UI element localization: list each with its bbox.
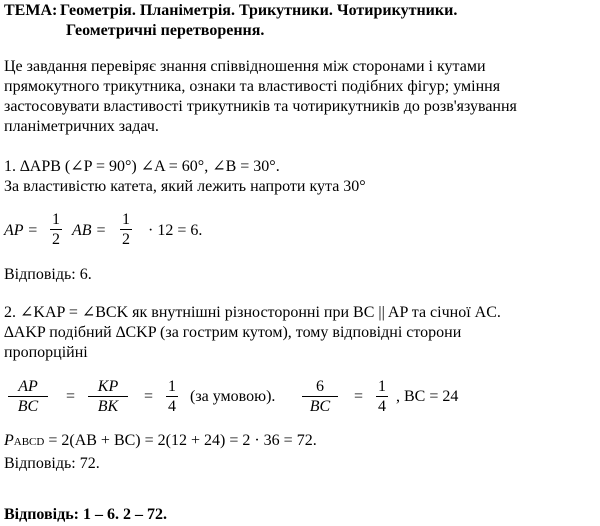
task1-formula-tail: · 12 = 6. bbox=[148, 222, 203, 239]
task2-perimeter bbox=[4, 432, 317, 450]
task2-equals-1: = bbox=[66, 388, 76, 405]
task1-reasoning: За властивістю катета, який лежить напроти кута 30° bbox=[4, 178, 366, 195]
fraction-numerator: AP bbox=[18, 378, 38, 395]
task1-fraction-2 bbox=[120, 211, 132, 250]
fraction-denominator: 4 bbox=[168, 398, 176, 415]
task2-line-1: 2. ∠KAP = ∠BCK як внутнішні різносторонні при BC || AP та січної AC. bbox=[4, 304, 501, 321]
fraction-numerator: 1 bbox=[168, 378, 176, 395]
topic-label: ТЕМА: bbox=[4, 2, 58, 19]
task2-equals-2: = bbox=[144, 388, 154, 405]
fraction-numerator: KP bbox=[97, 378, 119, 395]
task1-statement: 1. ∆APB (∠P = 90°) ∠A = 60°, ∠B = 30°. bbox=[4, 158, 280, 175]
perimeter-expression: = 2(AB + BC) = 2(12 + 24) = 2 · 36 = 72. bbox=[44, 432, 317, 449]
topic-title-line1: Геометрія. Планіметрія. Трикутники. Чотирикутники. bbox=[60, 2, 458, 19]
fraction-numerator: 1 bbox=[52, 211, 60, 228]
task2-fraction-6-bc bbox=[302, 378, 338, 417]
final-answer: Відповідь: 1 – 6. 2 – 72. bbox=[4, 506, 167, 523]
task2-line-3: пропорційні bbox=[4, 344, 88, 361]
intro-line-3: застосовувати властивості трикутників та чотирикутників до розв'язування bbox=[4, 98, 517, 115]
task1-answer: Відповідь: 6. bbox=[4, 266, 92, 283]
topic-title-line2: Геометричні перетворення. bbox=[66, 22, 265, 39]
task2-fraction-kp-bk bbox=[88, 378, 128, 417]
intro-line-4: планіметричних задач. bbox=[4, 118, 159, 135]
fraction-numerator: 6 bbox=[316, 378, 324, 395]
fraction-denominator: 2 bbox=[122, 231, 130, 248]
task2-fraction-ap-bc bbox=[8, 378, 48, 417]
task2-bc-result: , BC = 24 bbox=[396, 388, 459, 405]
task1-fraction-1 bbox=[50, 211, 62, 250]
intro-line-1: Це завдання перевіряє знання співвідношення між сторонами і кутами bbox=[4, 58, 486, 75]
fraction-denominator: BC bbox=[17, 398, 39, 415]
fraction-numerator: 1 bbox=[122, 211, 130, 228]
task2-condition-note: (за умовою). bbox=[190, 388, 276, 405]
fraction-denominator: 2 bbox=[52, 231, 60, 248]
perimeter-subscript: ABCD bbox=[13, 436, 45, 448]
task2-line-2: ∆AKP подібний ∆CKP (за гострим кутом), тому відповідні сторони bbox=[4, 324, 462, 341]
task1-formula-lhs: AP = bbox=[4, 222, 39, 239]
fraction-denominator: 4 bbox=[378, 398, 386, 415]
task2-answer: Відповідь: 72. bbox=[4, 455, 100, 472]
fraction-numerator: 1 bbox=[378, 378, 386, 395]
fraction-denominator: BC bbox=[309, 398, 331, 415]
perimeter-symbol: P bbox=[4, 432, 14, 449]
task2-fraction-one-quarter-2 bbox=[376, 378, 388, 417]
task2-equals-3: = bbox=[354, 388, 364, 405]
fraction-denominator: BK bbox=[97, 398, 119, 415]
task2-fraction-one-quarter bbox=[166, 378, 178, 417]
task1-formula-mid: AB = bbox=[72, 222, 107, 239]
intro-line-2: прямокутного трикутника, ознаки та властивості подібних фігур; уміння bbox=[4, 78, 501, 95]
